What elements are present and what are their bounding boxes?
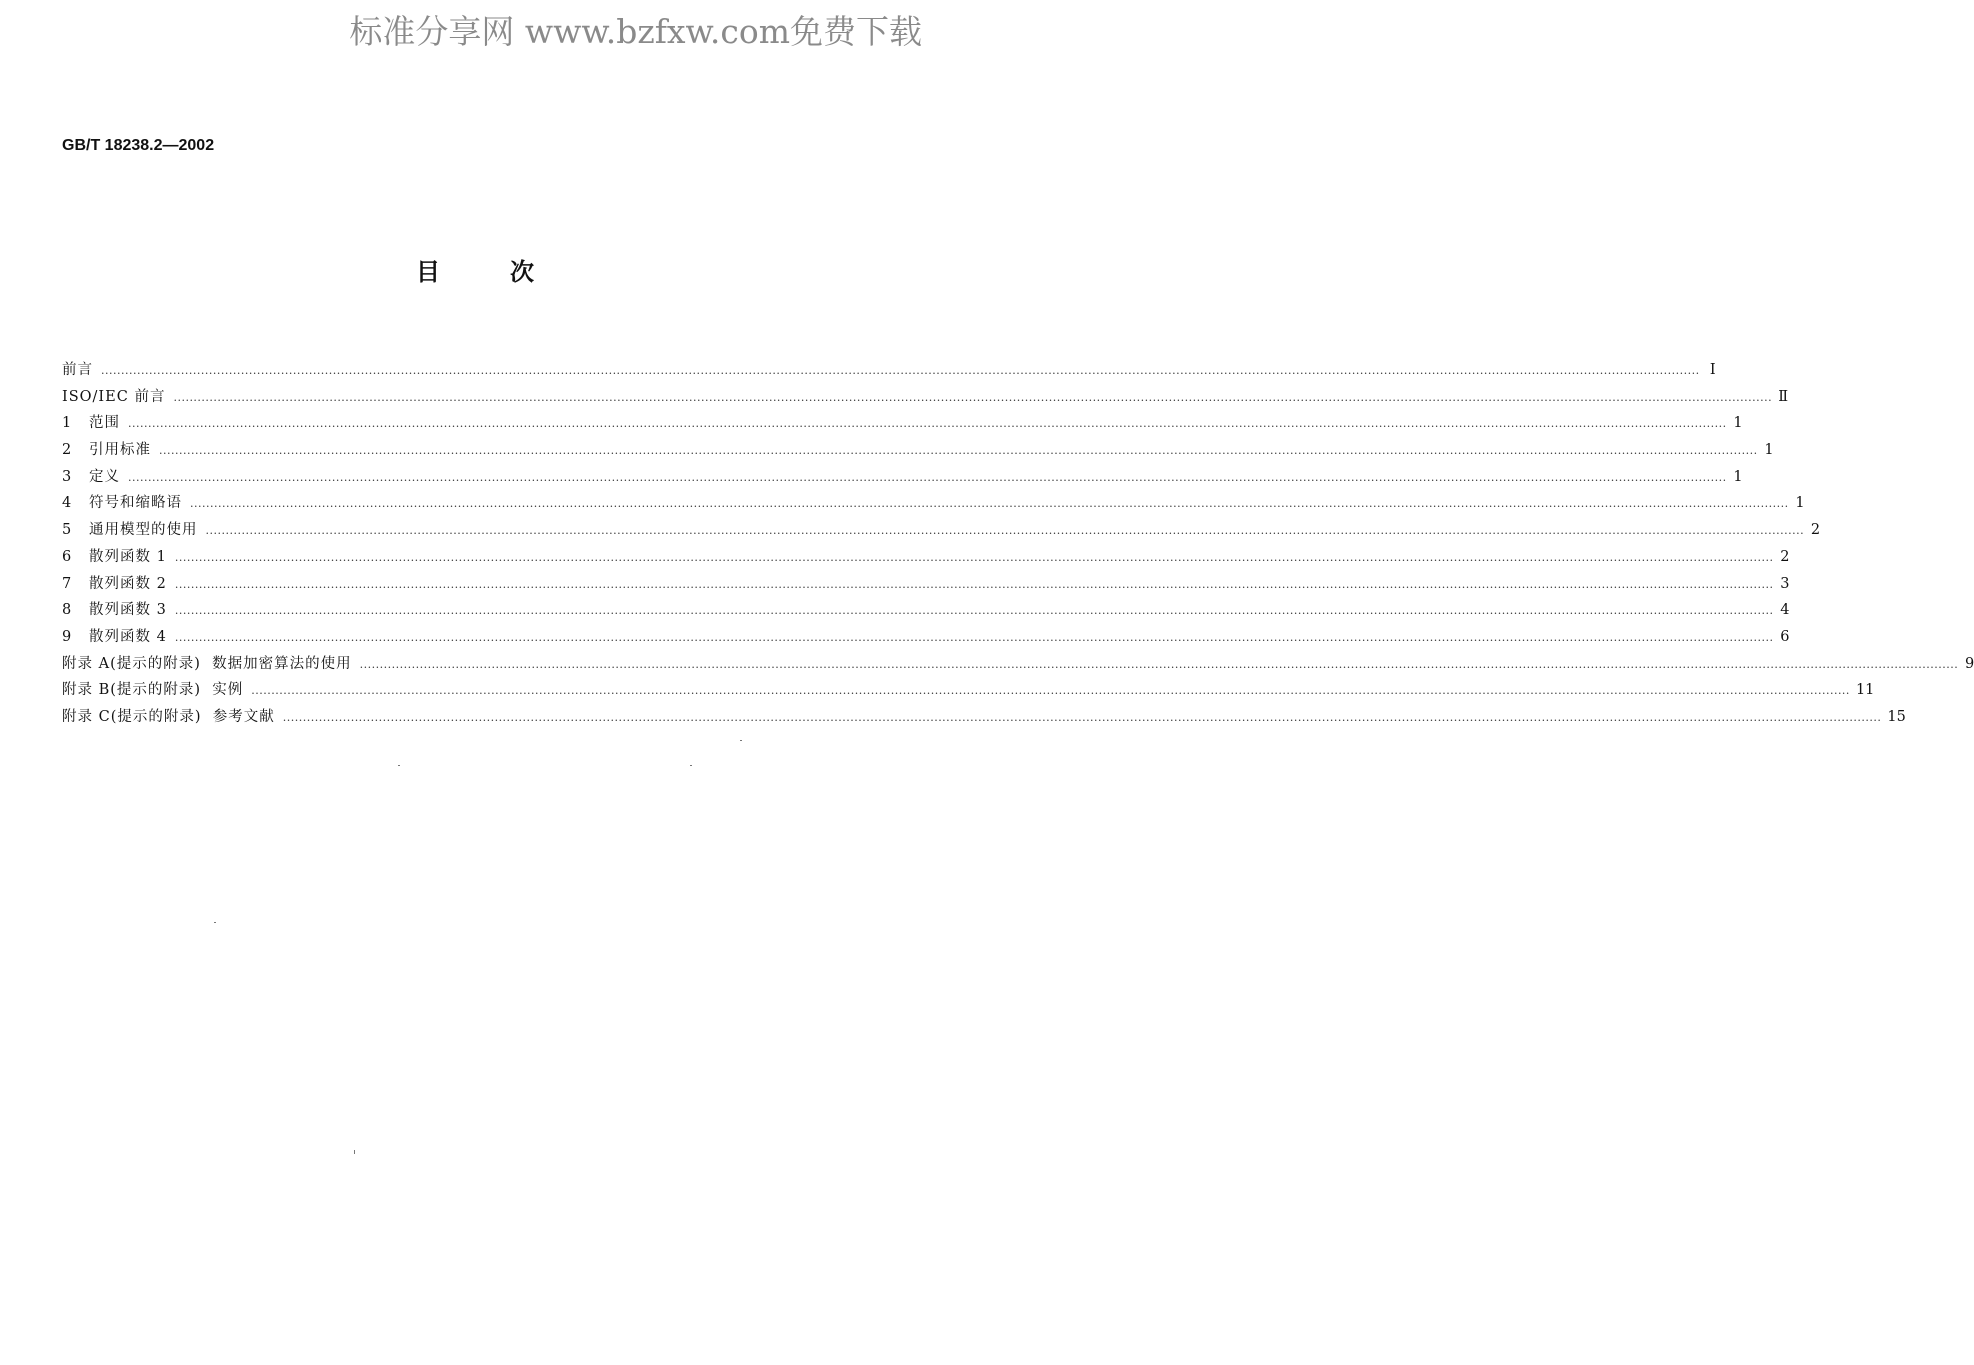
toc-leader-dots: ................................................................................................................................................................................................................................................................................................................................................................................................................ xyxy=(101,364,1700,377)
toc-leader-dots: ................................................................................................................................................................................................................................................................................................................................................................................................................ xyxy=(128,417,1727,431)
toc-entry-normative-references[interactable] xyxy=(62,437,1774,464)
toc-section-number: 8 xyxy=(62,602,72,619)
toc-section-number: 9 xyxy=(62,628,72,645)
toc-label: ISO/IEC 前言 xyxy=(62,388,166,405)
toc-entry-annex-a[interactable] xyxy=(62,651,1974,678)
toc-page-number: 3 xyxy=(1780,575,1790,592)
toc-section-number: 5 xyxy=(62,522,72,539)
toc-leader-dots: ................................................................................................................................................................................................................................................................................................................................................................................................................ xyxy=(174,577,1774,591)
toc-leader-dots: ................................................................................................................................................................................................................................................................................................................................................................................................................ xyxy=(174,630,1774,644)
toc-entry-symbols[interactable] xyxy=(62,490,1805,517)
page-title xyxy=(0,252,950,287)
toc-page-number: 1 xyxy=(1764,442,1774,459)
toc-page-number: 1 xyxy=(1733,415,1743,432)
toc-label: 定义 xyxy=(89,468,120,485)
toc-entry-definitions[interactable] xyxy=(62,464,1743,491)
toc-entry-hash-function-3[interactable] xyxy=(62,597,1790,624)
toc-label: 通用模型的使用 xyxy=(89,522,198,539)
scan-speck xyxy=(398,765,400,766)
page-title-char-1: 目 xyxy=(416,258,440,286)
toc-leader-dots: ................................................................................................................................................................................................................................................................................................................................................................................................................ xyxy=(205,524,1805,538)
toc-entry-iso-iec-foreword[interactable] xyxy=(62,384,1789,411)
toc-leader-dots: ................................................................................................................................................................................................................................................................................................................................................................................................................ xyxy=(282,710,1882,724)
toc-leader-dots: ................................................................................................................................................................................................................................................................................................................................................................................................................ xyxy=(359,657,1959,671)
toc-page-number: 2 xyxy=(1810,522,1821,539)
toc-entry-annex-c[interactable] xyxy=(62,704,1906,731)
toc-page-number: 11 xyxy=(1855,682,1875,699)
toc-label: 附录 C(提示的附录) 参考文献 xyxy=(62,708,275,725)
toc-entry-hash-function-2[interactable] xyxy=(62,571,1790,598)
toc-label: 散列函数 3 xyxy=(89,602,167,619)
toc-page-number: 1 xyxy=(1733,468,1743,485)
toc-leader-dots: ................................................................................................................................................................................................................................................................................................................................................................................................................ xyxy=(251,684,1850,698)
watermark-text: 标准分享网 www.bzfxw.com免费下载 xyxy=(349,12,922,51)
toc-page-number: I xyxy=(1709,362,1716,378)
scan-speck xyxy=(740,740,742,741)
toc-leader-dots: ................................................................................................................................................................................................................................................................................................................................................................................................................ xyxy=(174,550,1774,564)
toc-label: 散列函数 1 xyxy=(89,548,167,565)
toc-page-number: 15 xyxy=(1887,708,1906,725)
toc-page-number: 2 xyxy=(1780,548,1790,565)
toc-section-number: 1 xyxy=(62,415,72,432)
toc-page-number: 6 xyxy=(1780,628,1790,645)
toc-label: 引用标准 xyxy=(89,442,151,459)
toc-entry-scope[interactable] xyxy=(62,410,1743,437)
toc-page-number: 1 xyxy=(1795,495,1805,512)
page-title-char-2: 次 xyxy=(510,258,534,286)
scan-speck xyxy=(690,765,692,766)
toc-entry-annex-b[interactable] xyxy=(62,677,1875,704)
toc-entry-general-model[interactable] xyxy=(62,517,1821,544)
toc-section-number: 3 xyxy=(62,468,72,485)
toc-entry-hash-function-1[interactable] xyxy=(62,544,1790,571)
toc-label: 散列函数 2 xyxy=(89,575,167,592)
toc-label: 附录 B(提示的附录) 实例 xyxy=(62,682,244,699)
toc-page-number: Ⅱ xyxy=(1778,388,1789,405)
toc-leader-dots: ................................................................................................................................................................................................................................................................................................................................................................................................................ xyxy=(190,497,1789,511)
scan-speck xyxy=(214,922,216,923)
toc-entry-hash-function-4[interactable] xyxy=(62,624,1790,651)
toc-page-number: 9 xyxy=(1965,655,1974,672)
table-of-contents xyxy=(62,357,1974,731)
toc-label: 前言 xyxy=(62,362,93,378)
toc-entry-foreword[interactable] xyxy=(62,357,1716,384)
toc-page-number: 4 xyxy=(1780,602,1790,619)
toc-section-number: 6 xyxy=(62,548,72,565)
toc-leader-dots: ................................................................................................................................................................................................................................................................................................................................................................................................................ xyxy=(174,604,1774,618)
toc-section-number: 7 xyxy=(62,575,72,592)
toc-label: 符号和缩略语 xyxy=(89,495,182,512)
toc-label: 范围 xyxy=(89,415,120,432)
toc-section-number: 2 xyxy=(62,442,72,459)
toc-leader-dots: ................................................................................................................................................................................................................................................................................................................................................................................................................ xyxy=(128,470,1727,484)
toc-label: 附录 A(提示的附录) 数据加密算法的使用 xyxy=(62,655,352,672)
toc-leader-dots: ................................................................................................................................................................................................................................................................................................................................................................................................................ xyxy=(159,444,1758,458)
toc-label: 散列函数 4 xyxy=(89,628,167,645)
toc-section-number: 4 xyxy=(62,495,72,512)
toc-leader-dots: ................................................................................................................................................................................................................................................................................................................................................................................................................ xyxy=(173,390,1773,404)
standard-code: GB/T 18238.2—2002 xyxy=(62,137,215,154)
scan-speck xyxy=(354,1150,355,1154)
